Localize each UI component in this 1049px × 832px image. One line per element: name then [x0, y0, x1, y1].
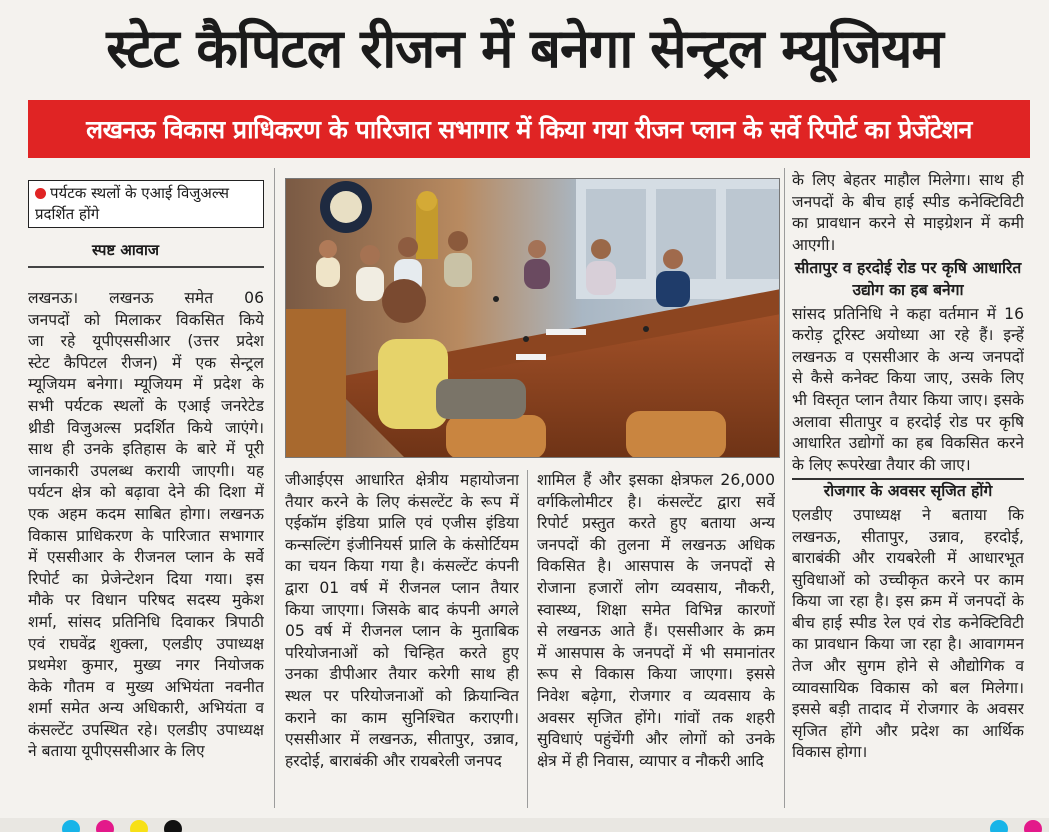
text-line: उनका डीपीआर तैयार करेगी साथ ही — [285, 665, 519, 684]
highlight-box — [28, 180, 264, 228]
article-column-2 — [285, 470, 519, 810]
text-line: जनपदों के बीच हाई स्पीड कनेक्टिविटी — [792, 192, 1024, 211]
byline-divider — [28, 266, 264, 268]
text-line: केके गौतम व मुख्य अभियंता नवनीत — [28, 677, 264, 696]
subheadline-banner: लखनऊ विकास प्राधिकरण के पारिजात सभागार में किया गया रीजन प्लान के सर्वे रिपोर्ट का प्रेजेंटेशन — [28, 100, 1030, 158]
text-line: स्टेट कैपिटल रीजन) में एक सेन्ट्रल — [28, 353, 264, 372]
text-line: एवं राघवेंद्र शुक्ला, एलडीए उपाध्यक्ष — [28, 634, 264, 653]
text-line: व्यावसायिक विकास को बल मिलेगा। — [792, 678, 1024, 697]
column-4-intro — [792, 170, 1024, 256]
registration-mark-cyan — [62, 820, 80, 832]
headline: स्टेट कैपिटल रीजन में बनेगा सेन्ट्रल म्यूजियम — [106, 17, 943, 80]
column-divider — [784, 168, 785, 808]
text-line: लखनऊ। लखनऊ समेत 06 — [28, 289, 264, 307]
text-line: शर्मा, सांसद प्रतिनिधि दिवाकर त्रिपाठी — [28, 612, 264, 631]
registration-mark-magenta — [1024, 820, 1042, 832]
text-line: एईकॉम इंडिया प्रालि एवं एजीस इंडिया — [285, 514, 519, 533]
column-4-paragraph-2 — [792, 505, 1024, 764]
byline: स्पष्ट आवाज — [92, 241, 160, 259]
text-line: आधारित उद्योगों का हब विकसित करने — [792, 434, 1024, 453]
bullet-dot-icon — [35, 188, 46, 199]
article-column-1 — [28, 288, 264, 810]
meeting-photo-icon — [286, 179, 780, 458]
text-line: सृजित होंगे और प्रदेश का आर्थिक — [792, 721, 1024, 740]
text-line: विकास होगा। — [792, 743, 868, 762]
text-line: रूप से विकास किया जाएगा। इससे — [537, 665, 775, 684]
text-line: भी विस्तृत प्लान तैयार किया जाए। इसके — [792, 390, 1024, 409]
text-line: रिपोर्ट प्रस्तुत करते हुए बताया अन्य — [537, 514, 775, 533]
text-line: जनपदों की तुलना में लखनऊ अधिक — [537, 535, 775, 554]
registration-mark-magenta — [96, 820, 114, 832]
text-line: ने बताया यूपीएससीआर के लिए — [28, 742, 205, 761]
text-line: के लिए रूपरेखा तैयार की जाए। — [792, 455, 971, 474]
text-line: में एससीआर के रीजनल प्लान के सर्वे — [28, 548, 264, 567]
text-line: तैयार करने के लिए कंसल्टेंट के रूप में — [285, 492, 519, 511]
text-line: प्रथमेश कुमार, मुख्य नगर नियोजक — [28, 656, 264, 675]
text-line: जीआईएस आधारित क्षेत्रीय महायोजना — [285, 471, 519, 489]
column-4-paragraph-1 — [792, 304, 1024, 477]
text-line: लखनऊ व एससीआर के अन्य जनपदों — [792, 347, 1024, 366]
text-line: रोजाना हजारों लोग व्यवसाय, नौकरी, — [537, 578, 775, 597]
column-divider — [274, 168, 275, 808]
text-line: का प्रावधान करने से माइग्रेशन में कमी — [792, 214, 1024, 233]
text-line: एससीआर में लखनऊ, सीतापुर, उन्नाव, — [285, 730, 519, 749]
text-line: बाराबंकी और रायबरेली में आधारभूत — [792, 549, 1024, 568]
text-line: परियोजनाओं को चिन्हित करते हुए — [285, 643, 519, 662]
highlight-line-1: पर्यटक स्थलों के एआई विजुअल्स — [50, 184, 229, 202]
text-line: मौके पर विधान परिषद सदस्य मुकेश — [28, 591, 264, 610]
text-line: तेज और सुगम होने से औद्योगिक व — [792, 657, 1024, 676]
text-line: सभी पर्यटक स्थलों के एआई जनरेटेड — [28, 396, 264, 415]
text-line: के लिए बेहतर माहौल मिलेगा। साथ ही — [792, 171, 1024, 189]
column-divider — [527, 470, 528, 808]
text-line: विकसित है। आसपास के जनपदों से — [537, 557, 775, 576]
text-line: करोड़ टूरिस्ट अयोध्या आ रहे हैं। इन्हें — [792, 326, 1024, 345]
text-line: का चयन किया गया है। कंसल्टेंट कंपनी — [285, 557, 519, 576]
text-line: सुविधाएं पहुंचेंगी और लोगों को उनके — [537, 730, 775, 749]
text-line: सांसद प्रतिनिधि ने कहा वर्तमान में 16 — [792, 304, 1024, 323]
subhead-agri-hub: सीतापुर व हरदोई रोड पर कृषि आधारित उद्योग का हब बनेगा — [794, 259, 1022, 299]
text-line: से कैसे कनेक्ट किया जाए, उसके लिए — [792, 369, 1024, 388]
text-line: कराने का काम सुनिश्चित कराएगी। — [285, 708, 519, 727]
highlight-line-2: प्रदर्शित होंगे — [35, 205, 100, 223]
text-line: पर्यटन क्षेत्र को बढ़ावा देने की दिशा में — [28, 483, 264, 502]
text-line: स्वास्थ्य, शिक्षा समेत विभिन्न कारणों — [537, 600, 775, 619]
text-line: जा रहे यूपीएससीआर (उत्तर प्रदेश — [28, 332, 264, 351]
text-line: स्थल पर परियोजनाओं को क्रियान्वित — [285, 686, 519, 705]
text-line: थ्रीडी विजुअल्स प्रदर्शित किये जाएंगे। — [28, 418, 264, 437]
text-line: किया जाएगा। जिसके बाद कंपनी अगले — [285, 600, 519, 619]
article-column-3 — [537, 470, 775, 810]
text-line: लखनऊ, सीतापुर, उन्नाव, हरदोई, — [792, 527, 1024, 546]
text-line: वर्गकिलोमीटर है। कंसल्टेंट द्वारा सर्वे — [537, 492, 775, 511]
text-line: अलावा सीतापुर व हरदोई रोड पर कृषि — [792, 412, 1024, 431]
text-line: इससे बड़ी तादाद में रोजगार के अवसर — [792, 700, 1024, 719]
text-line: एक अहम कदम साबित होगा। लखनऊ — [28, 504, 264, 523]
text-line: जनपदों को मिलाकर विकसित किये — [28, 310, 264, 329]
text-line: का प्रावधान किया जा रहा है। आवागमन — [792, 635, 1024, 654]
text-line: शर्मा समेत अन्य अधिकारी, अभियंता व — [28, 699, 264, 718]
text-line: हरदोई, बाराबंकी और रायबरेली जनपद — [285, 751, 502, 770]
text-line: शामिल हैं और इसका क्षेत्रफल 26,000 — [537, 471, 775, 489]
bottom-strip — [0, 818, 1049, 832]
text-line: में आसपास के जनपदों में भी समानांतर — [537, 643, 775, 662]
article-column-4 — [792, 170, 1024, 810]
subhead-employment: रोजगार के अवसर सृजित होंगे — [792, 478, 1024, 503]
registration-mark-yellow — [130, 820, 148, 832]
text-line: निवेश बढ़ेगा, रोजगार व व्यवसाय के — [537, 686, 775, 705]
text-line: 05 वर्ष में रीजनल प्लान के मुताबिक — [285, 622, 519, 641]
text-line: अवसर सृजित होंगे। गांवों तक शहरी — [537, 708, 775, 727]
meeting-photo — [285, 178, 780, 458]
text-line: कन्सल्टिंग इंजीनियर्स प्रालि के कंसोर्टियम — [285, 535, 519, 554]
text-line: साथ ही उनके इतिहास के बारे में पूरी — [28, 440, 264, 459]
text-line: क्षेत्र में ही निवास, व्यापार व नौकरी आदि — [537, 751, 764, 770]
text-line: कंसल्टेंट उपस्थित रहे। एलडीए उपाध्यक्ष — [28, 720, 264, 739]
text-line: से लखनऊ आते हैं। एससीआर के क्रम — [537, 622, 775, 641]
text-line: द्वारा 01 वर्ष में रीजनल प्लान तैयार — [285, 578, 519, 597]
registration-mark-cyan — [990, 820, 1008, 832]
text-line: जानकारी उपलब्ध करायी जाएगी। यह — [28, 461, 264, 480]
text-line: म्यूजियम बनेगा। म्यूजियम में प्रदेश के — [28, 375, 264, 394]
text-line: आएगी। — [792, 235, 836, 254]
text-line: बीच हाई स्पीड रेल एवं रोड कनेक्टिविटी — [792, 613, 1024, 632]
text-line: किया जा रहा है। इस क्रम में जनपदों के — [792, 592, 1024, 611]
text-line: रिपोर्ट का प्रेजेन्टेशन दिया गया। इस — [28, 569, 264, 588]
text-line: एलडीए उपाध्यक्ष ने बताया कि — [792, 505, 1024, 524]
text-line: विकास प्राधिकरण के पारिजात सभागार — [28, 526, 264, 545]
registration-mark-black — [164, 820, 182, 832]
text-line: सुविधाओं को उच्चीकृत करने पर काम — [792, 570, 1024, 589]
